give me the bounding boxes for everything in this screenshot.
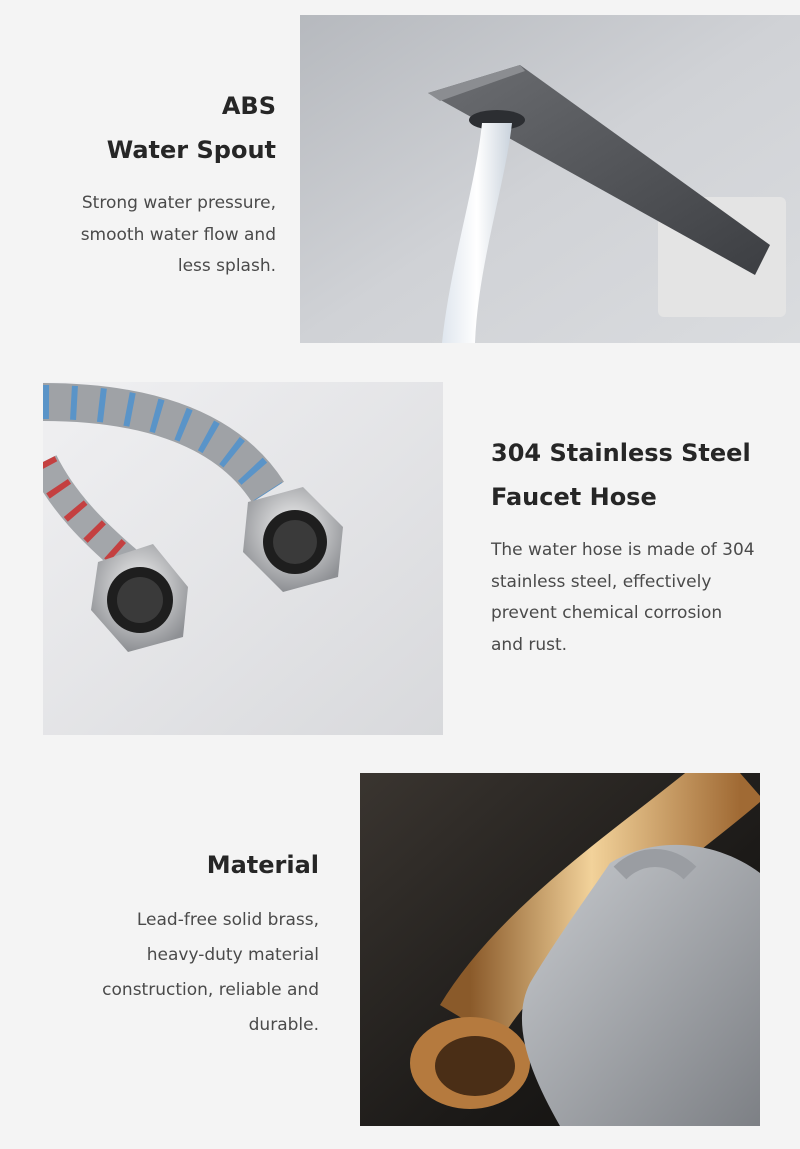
section-description: Lead-free solid brass, heavy-duty material construction, reliable and durable.: [102, 910, 319, 1035]
brass-pipe-photo: [360, 773, 760, 1126]
section-spout-text: [40, 84, 276, 283]
section-description: Strong water pressure, smooth water flow and less splash.: [80, 193, 276, 276]
section-title: ABS Water Spout: [106, 92, 276, 164]
faucet-spout-photo: [300, 15, 800, 343]
section-material-text: [40, 843, 319, 1043]
section-description: The water hose is made of 304 stainless steel, effectively prevent chemical corrosion and rust.: [491, 540, 755, 655]
section-title: 304 Stainless Steel Faucet Hose: [491, 439, 751, 511]
section-hose-text: [491, 431, 781, 661]
section-title: Material: [206, 851, 319, 879]
braided-hose-photo: [43, 382, 443, 735]
